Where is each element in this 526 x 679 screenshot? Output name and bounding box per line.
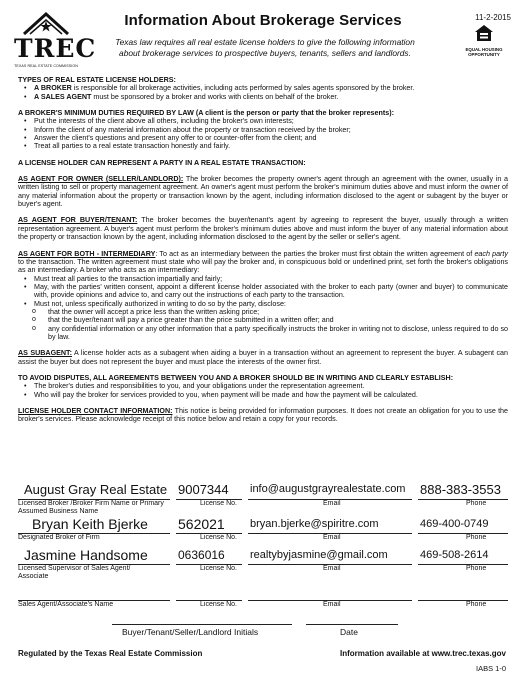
list-item: • Answer the client's questions and present any offer to or counter-offer from the client; and: [34, 134, 508, 142]
list-item: • Put the interests of the client above all others, including the broker's own interests;: [34, 117, 508, 125]
license-field-label: License No.: [200, 500, 237, 507]
phone-field-label: Phone: [466, 500, 487, 507]
designated-broker-license-field[interactable]: 562021: [178, 516, 225, 532]
subagent-paragraph: AS SUBAGENT: A license holder acts as a subagent when aiding a buyer in a transaction without an agreement to represent the buyer. A subagent can assist the buyer but does not represent the buyer and must place the interests of the owner first.: [18, 349, 508, 366]
designated-broker-email-field[interactable]: bryan.bjerke@spiritre.com: [250, 518, 379, 530]
name-field-label: Licensed Supervisor of Sales Agent/ Associate: [18, 565, 131, 580]
equal-housing-logo: [460, 24, 508, 57]
equal-housing-caption: EQUAL HOUSING OPPORTUNITY: [465, 47, 503, 57]
types-heading: TYPES OF REAL ESTATE LICENSE HOLDERS:: [18, 76, 176, 84]
list-item: • A BROKER is responsible for all brokerage activities, including acts performed by sales agents sponsored by the broker.: [34, 84, 508, 92]
page-title: Information About Brokerage Services: [124, 12, 402, 29]
broker-phone-field[interactable]: 888-383-3553: [420, 482, 501, 497]
disputes-heading: TO AVOID DISPUTES, ALL AGREEMENTS BETWEEN YOU AND A BROKER SHOULD BE IN WRITING AND CLEARLY ESTABLISH:: [18, 373, 454, 382]
list-item: • A SALES AGENT must be sponsored by a broker and works with clients on behalf of the broker.: [34, 93, 508, 101]
logo-wordmark: TREC: [14, 34, 97, 63]
designated-broker-name-field[interactable]: Bryan Keith Bjerke: [32, 516, 148, 532]
types-list: [18, 84, 508, 101]
supervisor-phone-field[interactable]: 469-508-2614: [420, 549, 489, 561]
phone-field-label: Phone: [466, 565, 487, 572]
broker-firm-name-field[interactable]: August Gray Real Estate: [24, 482, 168, 497]
duties-heading: A BROKER'S MINIMUM DUTIES REQUIRED BY LAW (A client is the person or party that the broker represents):: [18, 109, 394, 118]
form-row-designated-broker: [18, 516, 508, 550]
disputes-list: [18, 382, 508, 399]
email-field-label: Email: [323, 601, 341, 608]
list-item: • The broker's duties and responsibilities to you, and your obligations under the representation agreement.: [34, 382, 508, 390]
intermediary-sublist: [18, 308, 508, 341]
email-field-label: Email: [323, 565, 341, 572]
phone-field-label: Phone: [466, 534, 487, 541]
name-field-label: Designated Broker of Firm: [18, 534, 100, 541]
form-row-sales-agent: [18, 583, 508, 617]
phone-underline: [418, 533, 508, 534]
broker-email-field[interactable]: info@augustgrayrealestate.com: [250, 483, 406, 495]
buyer-paragraph: AS AGENT FOR BUYER/TENANT: The broker becomes the buyer/tenant's agent by agreeing to represent the buyer, usually through a written representation agreement. A buyer's agent must perform the broker's minimum duties above and must inform the buyer of any material information about the property or transaction known by the agent, including information disclosed to the agent by the seller or seller's agent.: [18, 216, 508, 242]
phone-underline: [418, 564, 508, 565]
phone-field-label: Phone: [466, 601, 487, 608]
supervisor-email-field[interactable]: realtybyjasmine@gmail.com: [250, 549, 388, 561]
designated-broker-phone-field[interactable]: 469-400-0749: [420, 518, 489, 530]
intermediary-paragraph: AS AGENT FOR BOTH - INTERMEDIARY: To act as an intermediary between the parties the broker must first obtain the written agreement of each party to the transaction. The written agreement must state who will pay the broker and, in conspicuous bold or underlined print, set forth the broker's obligations as an intermediary. A broker who acts as an intermediary:: [18, 249, 508, 275]
duties-list: [18, 117, 508, 150]
list-item: • Inform the client of any material information about the property or transaction received by the broker;: [34, 126, 508, 134]
initials-label: Buyer/Tenant/Seller/Landlord Initials: [122, 627, 259, 637]
license-field-label: License No.: [200, 565, 237, 572]
supervisor-name-field[interactable]: Jasmine Handsome: [24, 547, 148, 563]
name-field-label: Sales Agent/Associate's Name: [18, 601, 114, 608]
intermediary-list: [18, 275, 508, 308]
form-id: IABS 1-0: [475, 664, 506, 673]
represent-heading: A LICENSE HOLDER CAN REPRESENT A PARTY IN A REAL ESTATE TRANSACTION:: [18, 158, 306, 167]
equal-housing-icon: [474, 24, 494, 42]
email-field-label: Email: [323, 500, 341, 507]
license-field-label: License No.: [200, 601, 237, 608]
phone-underline: [418, 499, 508, 500]
disclosure-body: [18, 76, 508, 424]
logo-caption: TEXAS REAL ESTATE COMMISSION: [14, 64, 78, 68]
email-field-label: Email: [323, 534, 341, 541]
list-item: • Who will pay the broker for services provided to you, when payment will be made and how the payment will be calculated.: [34, 391, 508, 399]
supervisor-license-field[interactable]: 0636016: [178, 548, 225, 562]
list-item: • Must treat all parties to the transaction impartially and fairly;: [34, 275, 508, 283]
license-field-label: License No.: [200, 534, 237, 541]
form-date: 11-2-2015: [475, 13, 511, 22]
owner-paragraph: AS AGENT FOR OWNER (SELLER/LANDLORD): The broker becomes the property owner's agent through an agreement with the owner, usually in a written listing to sell or property management agreement. An owner's agent must perform the broker's minimum duties above and must inform the owner of any material information about the property or transaction known by the agent, including information disclosed to the agent or subagent by the buyer or buyer's agent.: [18, 175, 508, 209]
list-item: • May, with the parties' written consent, appoint a different license holder associated with the broker to each party (owner and buyer) to communicate with, provide opinions and advice to, and carry out the instructions of each party to the transaction.: [34, 283, 508, 300]
list-item: o that the buyer/tenant will pay a price greater than the price submitted in a written offer; and: [48, 316, 508, 324]
list-item: • Must not, unless specifically authorized in writing to do so by the party, disclose:: [34, 300, 508, 308]
phone-underline: [418, 600, 508, 601]
footer-regulated: Regulated by the Texas Real Estate Commission: [18, 649, 203, 658]
broker-license-field[interactable]: 9007344: [178, 482, 229, 497]
form-row-broker-firm: [18, 482, 508, 516]
list-item: • Treat all parties to a real estate transaction honestly and fairly.: [34, 142, 508, 150]
list-item: o that the owner will accept a price less than the written asking price;: [48, 308, 508, 316]
page-subtitle: Texas law requires all real estate license holders to give the following information about brokerage services to prospective buyers, tenants, sellers and landlords.: [115, 37, 415, 58]
date-label: Date: [340, 627, 358, 637]
date-line[interactable]: [306, 624, 398, 625]
name-field-label: Licensed Broker /Broker Firm Name or Primary Assumed Business Name: [18, 500, 164, 515]
form-row-supervisor: [18, 547, 508, 581]
list-item: o any confidential information or any other information that a party specifically instructs the broker in writing not to disclose, unless required to do so by law.: [48, 325, 508, 342]
footer-info-link[interactable]: Information available at www.trec.texas.gov: [340, 649, 506, 658]
initials-line[interactable]: [112, 624, 292, 625]
contact-paragraph: LICENSE HOLDER CONTACT INFORMATION: This notice is being provided for information purposes. It does not create an obligation for you to use the broker's services. Please acknowledge receipt of this notice below and retain a copy for your records.: [18, 407, 508, 424]
